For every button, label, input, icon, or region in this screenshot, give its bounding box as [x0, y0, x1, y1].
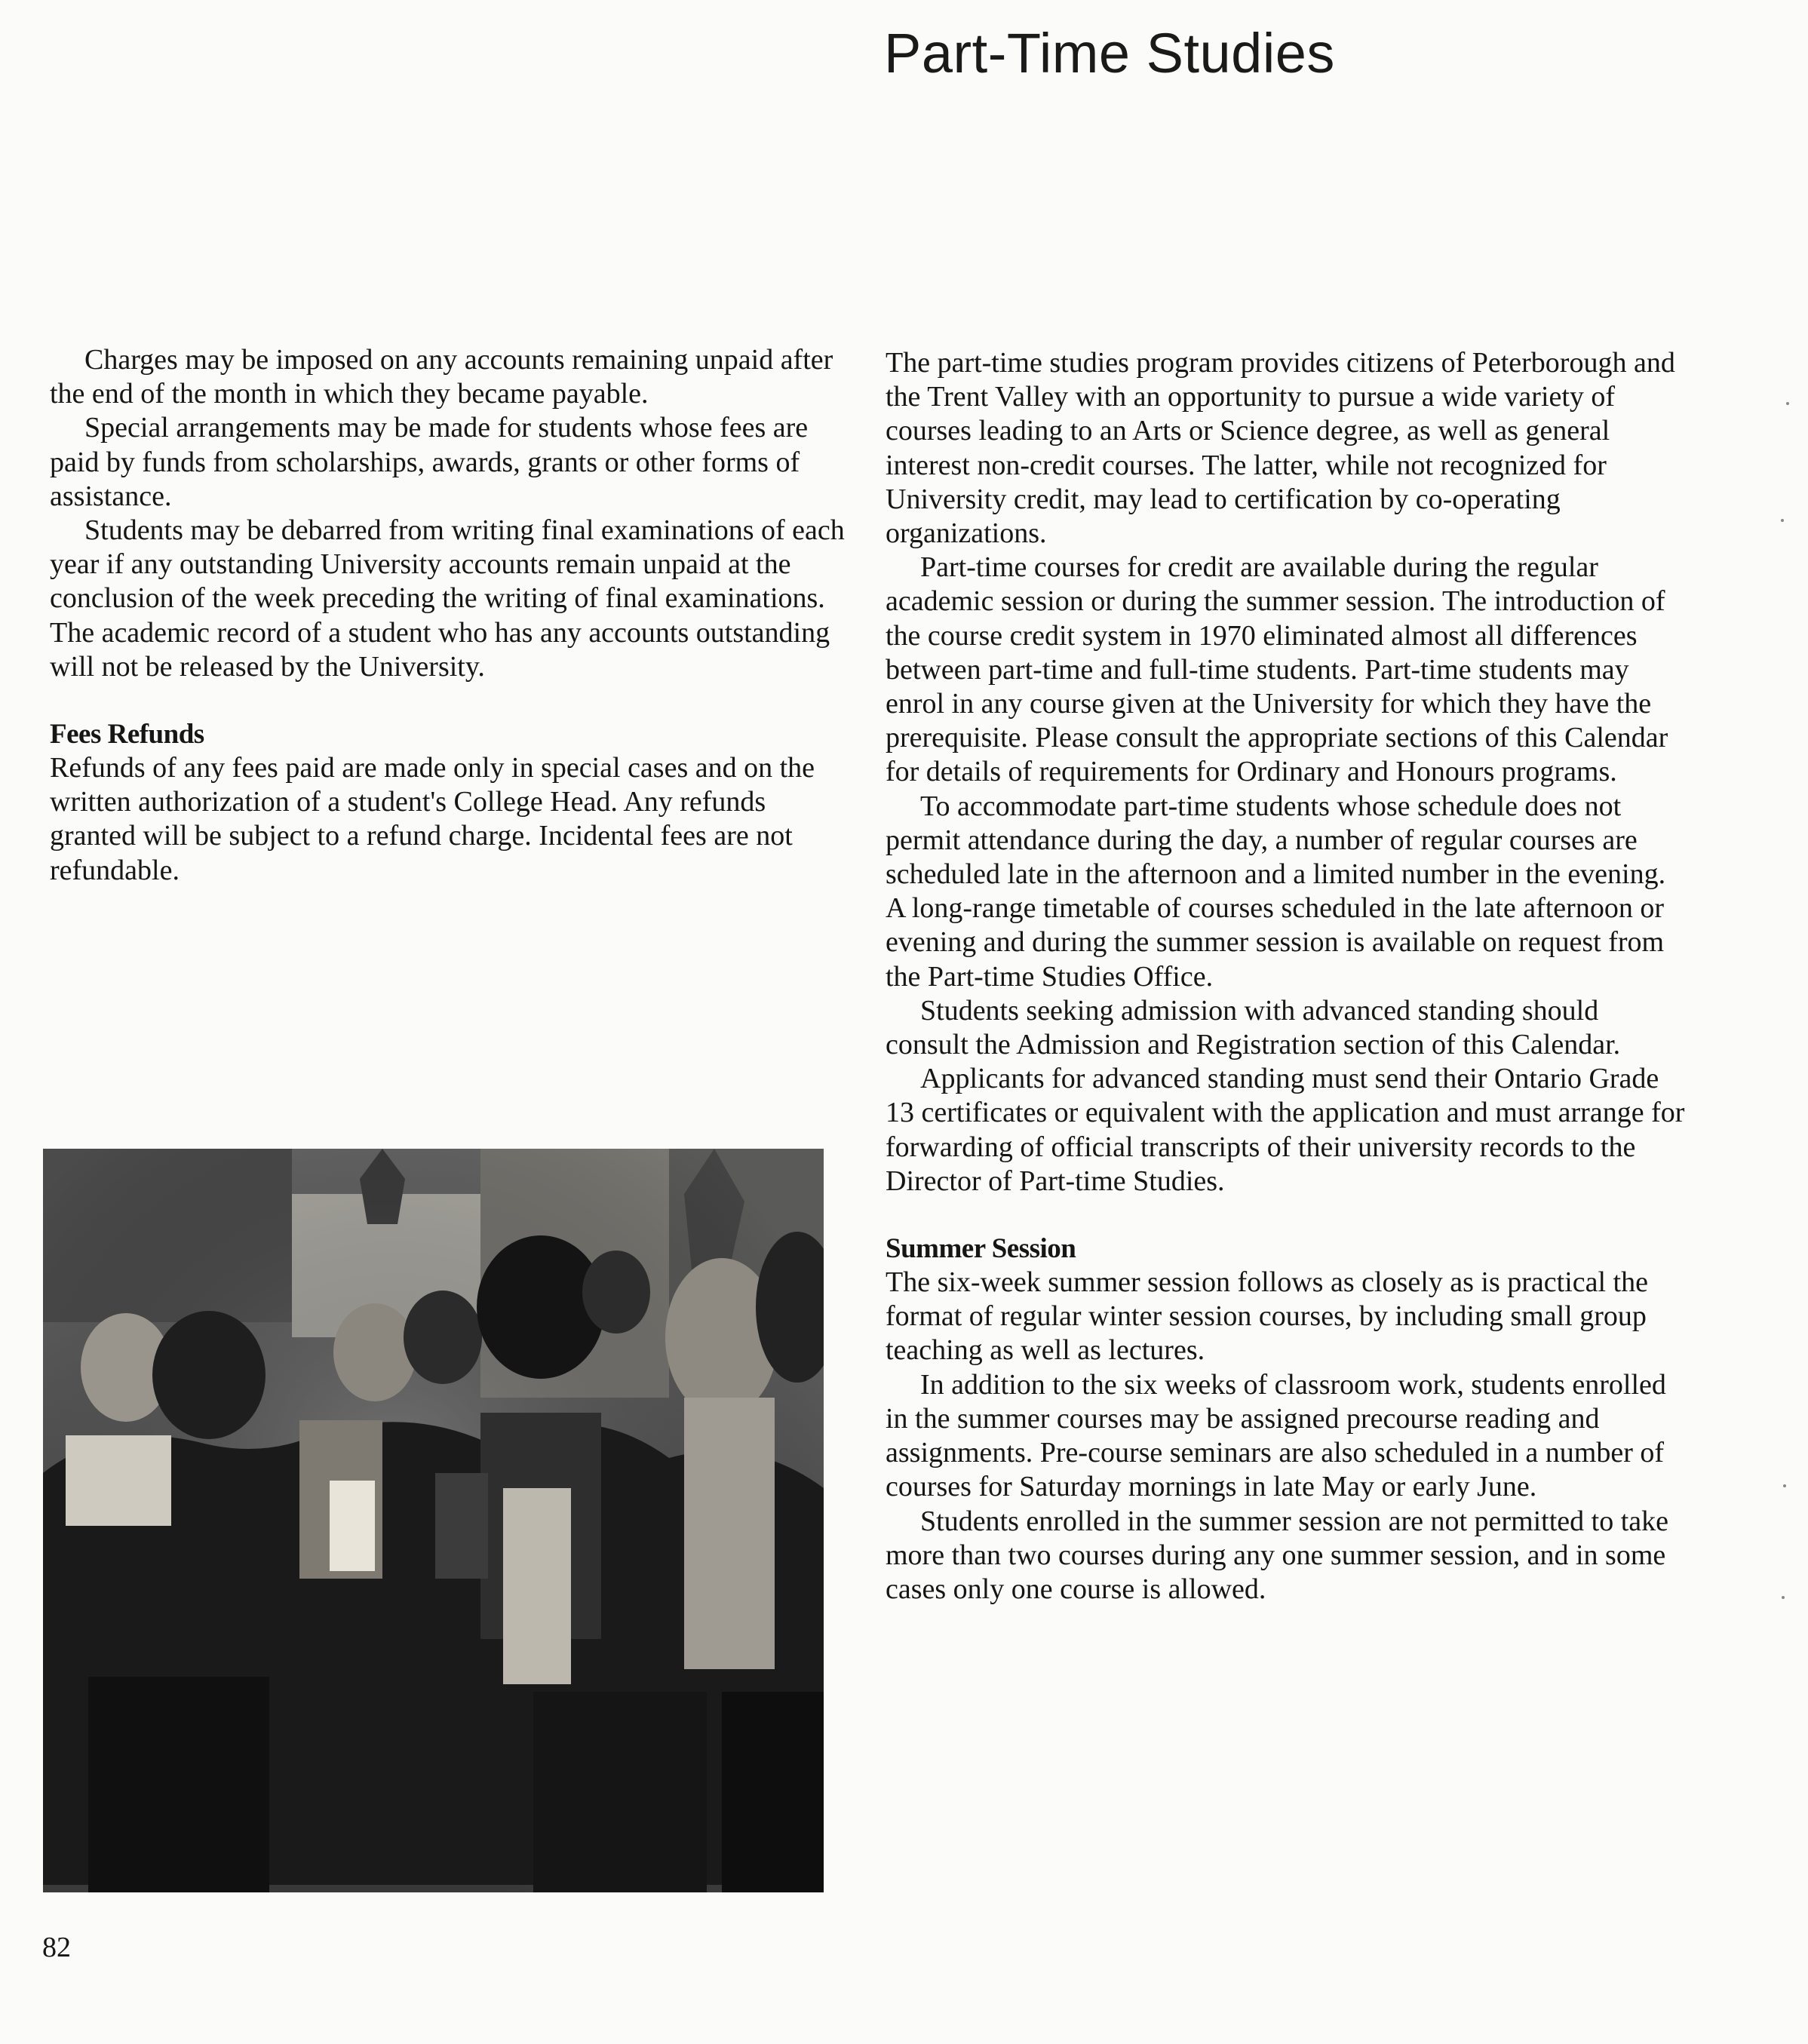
page-title: Part-Time Studies [884, 22, 1335, 84]
paragraph-late-charges: Charges may be imposed on any accounts remaining unpaid after the end of the month in which they became payable. [50, 344, 833, 410]
paragraph-summer-format: The six-week summer session follows as closely as is practical the format of regular winter session courses, by including small group teaching as well as lectures. [886, 1266, 1648, 1367]
paragraph-summer-limit: Students enrolled in the summer session are not permitted to take more than two courses during any one summer session, and in some cases only one course is allowed. [886, 1505, 1669, 1605]
paragraph-debarred: Students may be debarred from writing final examinations of each year if any outstanding University accounts remain unpaid at the conclusion of the week preceding the writing of final examinations. The academic record of a student who has any accounts outstanding will not be released by the University. [50, 514, 845, 683]
paragraph-summer-precourse: In addition to the six weeks of classroom work, students enrolled in the summer courses may be assigned precourse reading and assignments. Pre-course seminars are also scheduled in a number of courses for Saturday mornings in late May or early June. [886, 1368, 1666, 1503]
paragraph-special-arrangements: Special arrangements may be made for students whose fees are paid by funds from scholarships, awards, grants or other forms of assistance. [50, 412, 809, 512]
right-column [886, 346, 1685, 1607]
paragraph-credit-courses: Part-time courses for credit are available during the regular academic session or during the summer session. The introduction of the course credit system in 1970 eliminated almost all differences between part-time and full-time students. Part-time students may enrol in any course given at the University for which they have the prerequisite. Please consult the appropriate sections of this Calendar for details of requirements for Ordinary and Honours programs. [886, 551, 1668, 788]
paragraph-applicants: Applicants for advanced standing must send their Ontario Grade 13 certificates or equivalent with the application and must arrange for forwarding of official transcripts of their university records to the Director of Part-time Studies. [886, 1063, 1685, 1197]
fees-refunds-heading: Fees Refunds [50, 719, 204, 750]
paragraph-program-intro: The part-time studies program provides citizens of Peterborough and the Trent Valley with an opportunity to pursue a wide variety of courses leading to an Arts or Science degree, as well as general interest non-credit courses. The latter, while not recognized for University credit, may lead to certification by co-operating organizations. [886, 347, 1675, 550]
left-column [50, 343, 849, 888]
summer-session-heading: Summer Session [886, 1233, 1076, 1265]
page-number: 82 [42, 1932, 71, 1963]
fees-refunds-text: Refunds of any fees paid are made only in special cases and on the written authorization of a student's College Head. Any refunds granted will be subject to a refund charge. Incidental fees are not refundable. [50, 752, 815, 886]
paragraph-schedule: To accommodate part-time students whose schedule does not permit attendance during the day, a number of regular courses are scheduled late in the afternoon and a limited number in the evening. A long-range timetable of courses scheduled in the late afternoon or evening and during the summer session is available on request from the Part-time Studies Office. [886, 790, 1666, 993]
paragraph-advanced-standing: Students seeking admission with advanced standing should consult the Admission and Registration section of this Calendar. [886, 994, 1621, 1061]
students-photo [43, 1149, 824, 1892]
